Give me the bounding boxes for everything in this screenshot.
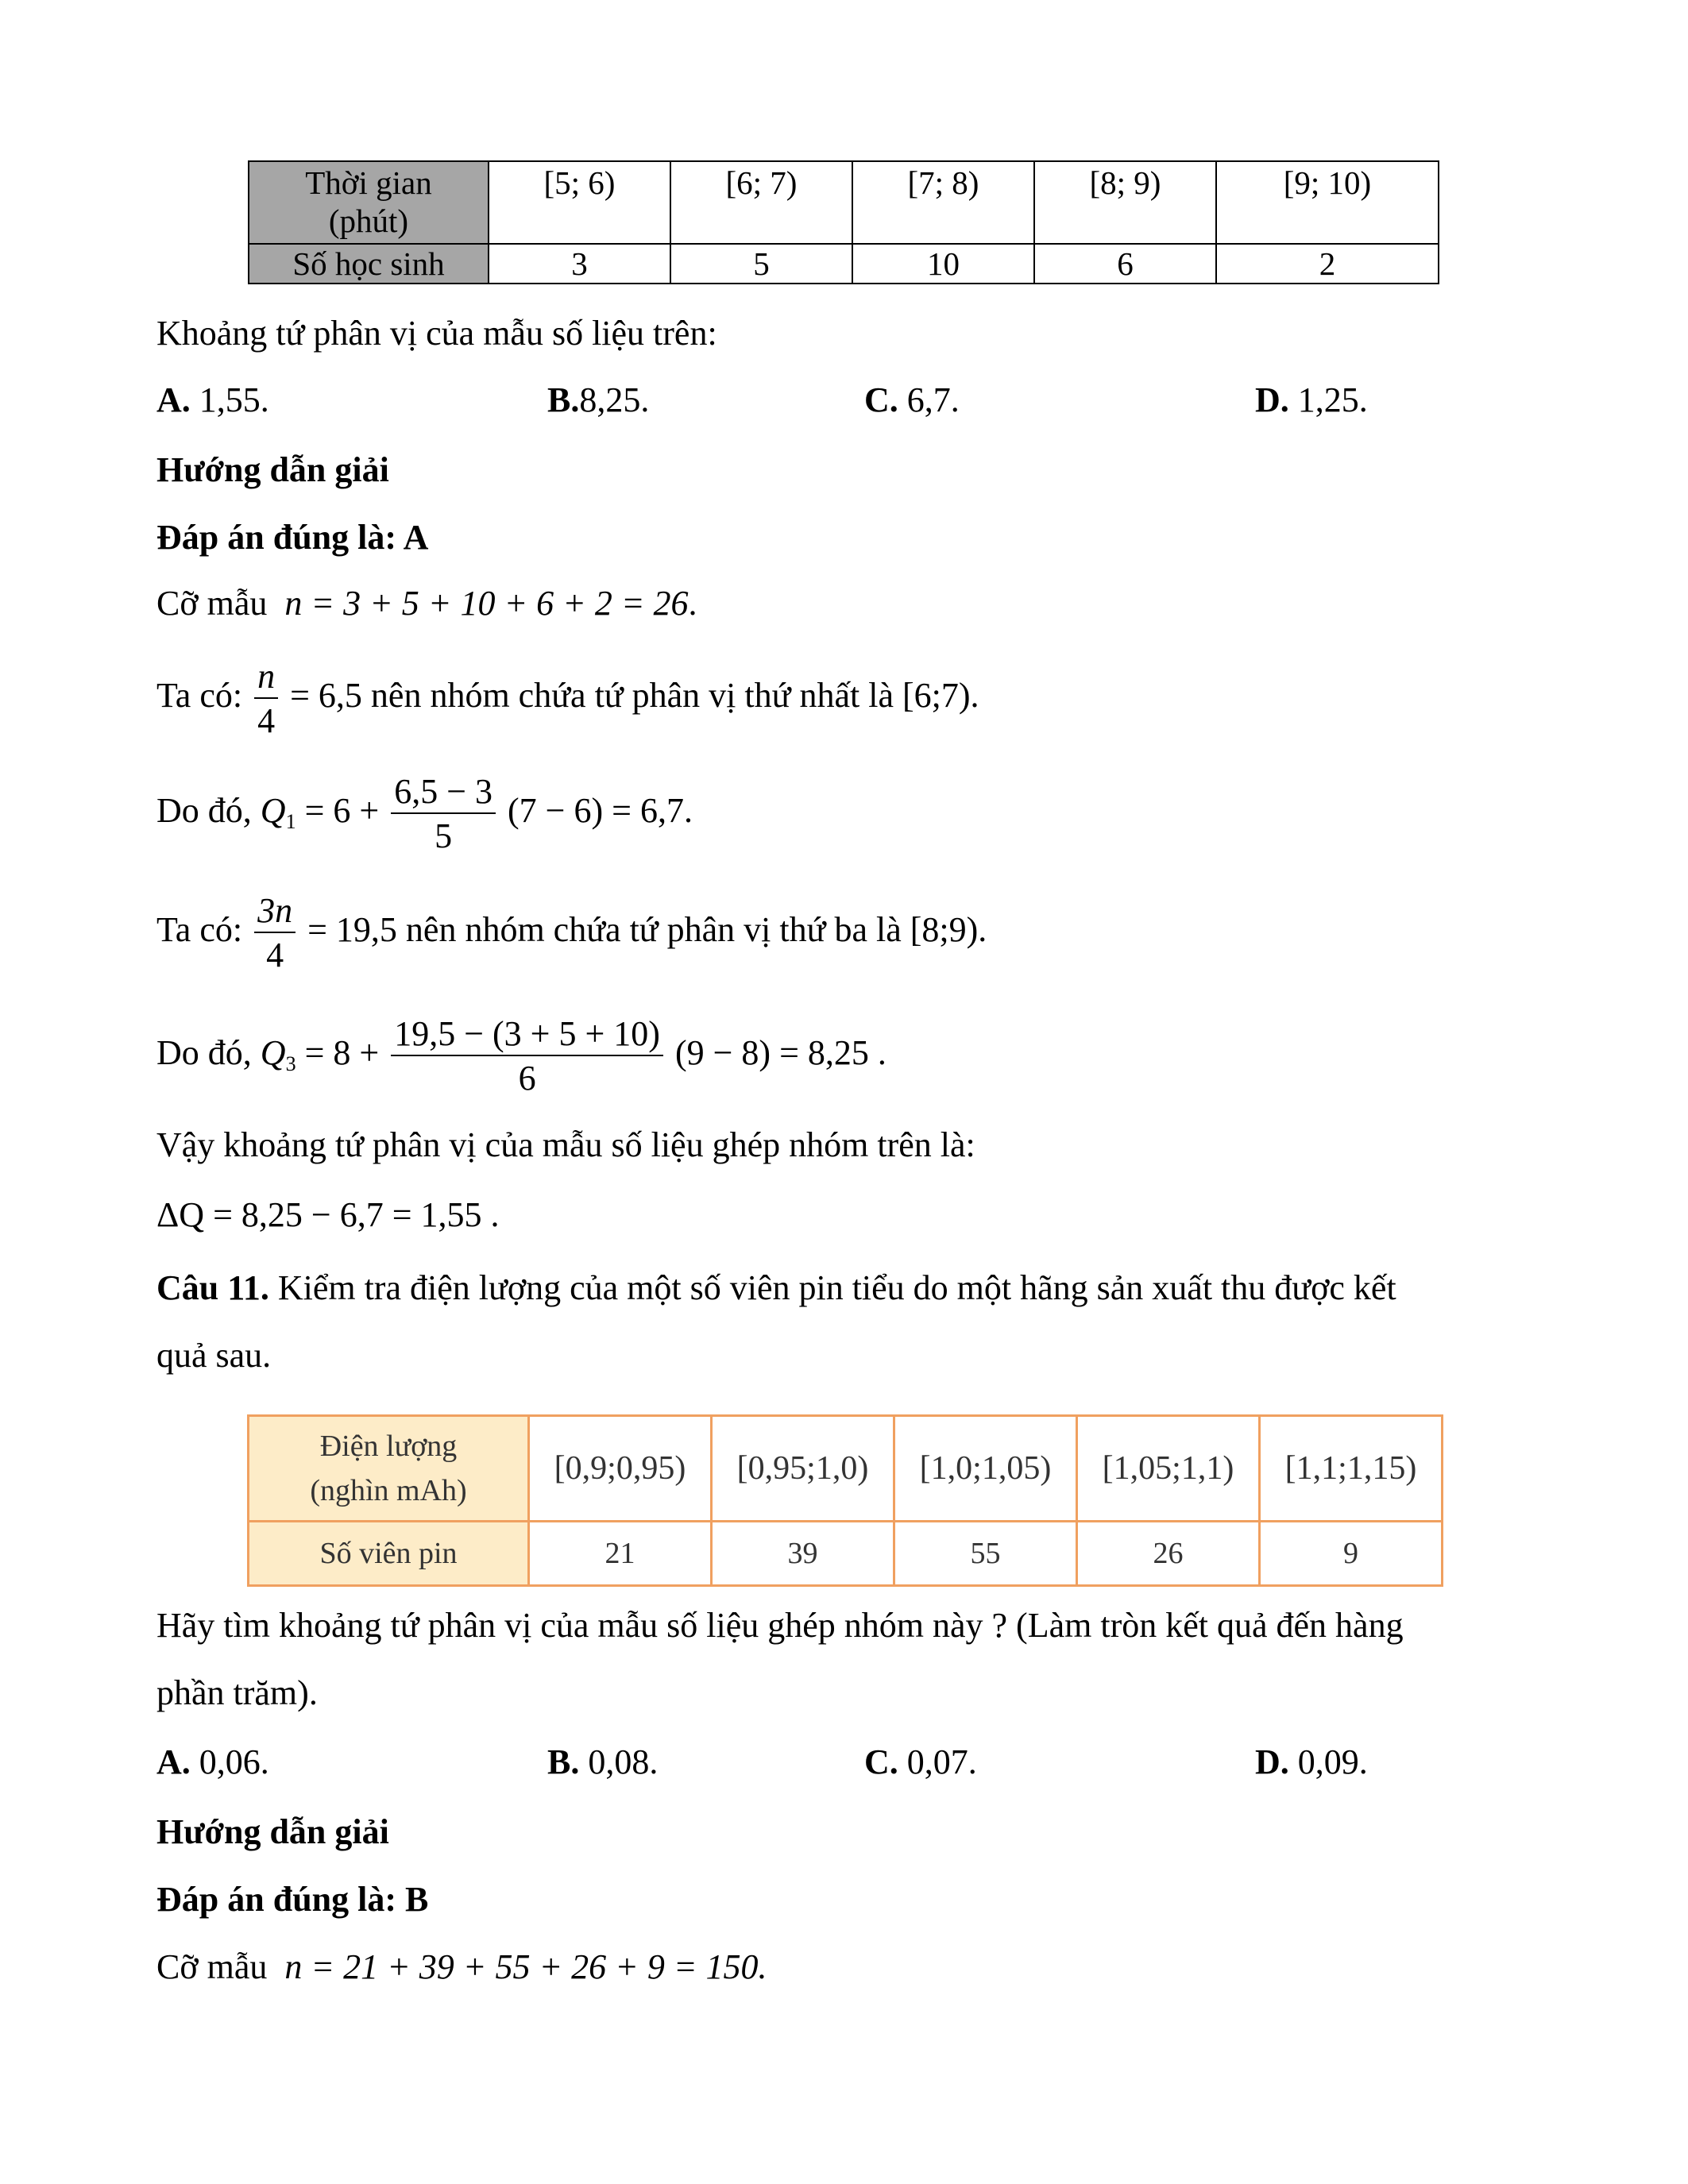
table-cell: 21 [529, 1522, 712, 1586]
q10-question: Khoảng tứ phân vị của mẫu số liệu trên: [156, 314, 717, 353]
table-cell: 55 [894, 1522, 1077, 1586]
fraction: $\frac{6,5 - 3}{5}$ [391, 774, 496, 854]
q11-question-line1: Hãy tìm khoảng tứ phân vị của mẫu số liệu ghép nhóm này ? (Làm tròn kết quả đến hàng [156, 1606, 1404, 1645]
fraction: $\frac{n}{4}$ [254, 659, 278, 739]
table-cell: [7; 8) [852, 161, 1034, 244]
table-cell: [9; 10) [1216, 161, 1439, 244]
table-cell: [8; 9) [1034, 161, 1216, 244]
header-line: (nghìn mAh) [310, 1474, 467, 1507]
table-cell: 2 [1216, 244, 1439, 284]
q10-step1: Cỡ mẫu n = 3 + 5 + 10 + 6 + 2 = 26. [156, 584, 697, 623]
table-cell: [1,1;1,15) [1260, 1416, 1443, 1522]
fraction: $\frac{19,5 - (3 + 5 + 10)}{6}$ [391, 1017, 663, 1096]
table-cell: 6 [1034, 244, 1216, 284]
q11-text-line2: quả sau. [156, 1336, 272, 1375]
option-d: D. 0,09. [1255, 1742, 1368, 1781]
q11-question-line2: phần trăm). [156, 1673, 318, 1712]
table-cell: 26 [1077, 1522, 1260, 1586]
option-a: A. 1,55. [156, 380, 269, 419]
table-cell: 10 [852, 244, 1034, 284]
option-c: C. 6,7. [864, 380, 960, 419]
q10-step4: Ta có: $\frac{3n}{4}$ = 19,5 nên nhóm chứa tứ phân vị thứ ba là [8;9). [156, 891, 987, 974]
battery-table [247, 1414, 1443, 1587]
table-cell: 3 [489, 244, 670, 284]
q10-step5: Do đó, $Q_3 = 8$ + $\frac{19,5 - (3 + 5 + 10)}{6}$ (9 − 8) = 8,25 . [156, 1014, 886, 1098]
table-cell: 9 [1260, 1522, 1443, 1586]
table-cell: [0,95;1,0) [712, 1416, 894, 1522]
table-row-label: Số học sinh [249, 244, 489, 284]
q11-answer: Đáp án đúng là: B [156, 1880, 429, 1919]
header-line: Điện lượng [319, 1430, 458, 1463]
table-header-cell [249, 1416, 529, 1522]
table-cell: [5; 6) [489, 161, 670, 244]
table-cell: [1,0;1,05) [894, 1416, 1077, 1522]
q10-delta: ΔQ = 8,25 − 6,7 = 1,55 . [156, 1195, 500, 1234]
table-cell: [6; 7) [670, 161, 852, 244]
option-c: C. 0,07. [864, 1742, 977, 1781]
header-line: Thời gian [305, 164, 432, 201]
header-line: (phút) [328, 203, 409, 239]
table-cell: 39 [712, 1522, 894, 1586]
q10-step3: Do đó, $Q_1 = 6$ + $\frac{6,5 - 3}{5}$ (7 − 6) = 6,7. [156, 772, 693, 855]
table-cell: [1,05;1,1) [1077, 1416, 1260, 1522]
q10-guide-title: Hướng dẫn giải [156, 450, 389, 489]
q10-step2: Ta có: $\frac{n}{4}$ = 6,5 nên nhóm chứa tứ phân vị thứ nhất là [6;7). [156, 657, 979, 740]
option-b: B. 0,08. [547, 1742, 659, 1781]
q10-answer: Đáp án đúng là: A [156, 518, 429, 557]
fraction: $\frac{3n}{4}$ [254, 893, 295, 973]
q10-conclusion: Vậy khoảng tứ phân vị của mẫu số liệu ghép nhóm trên là: [156, 1125, 975, 1164]
table-row-label: Số viên pin [249, 1522, 529, 1586]
table-cell: [0,9;0,95) [529, 1416, 712, 1522]
option-b: B.8,25. [547, 380, 650, 419]
table-header-cell [249, 161, 489, 244]
q11-step1: Cỡ mẫu n = 21 + 39 + 55 + 26 + 9 = 150. [156, 1947, 767, 1986]
time-table [248, 160, 1439, 284]
table-cell: 5 [670, 244, 852, 284]
option-d: D. 1,25. [1255, 380, 1368, 419]
option-a: A. 0,06. [156, 1742, 269, 1781]
q11-guide-title: Hướng dẫn giải [156, 1812, 389, 1851]
q11-text-line1: Câu 11. Kiểm tra điện lượng của một số viên pin tiểu do một hãng sản xuất thu được kết [156, 1268, 1396, 1307]
